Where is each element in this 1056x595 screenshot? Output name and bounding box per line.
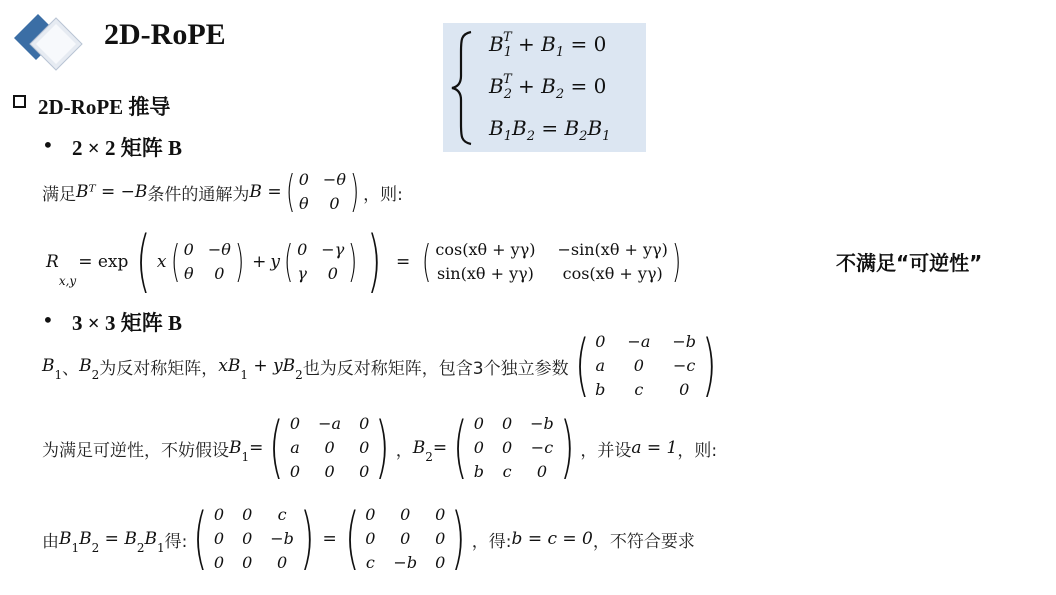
matrix-product-lhs: ( 0 0 c 0 0 −b 0 0 0 ) xyxy=(193,499,315,578)
matrix-b2: ( 0 0 −b 0 0 −c b c 0 ) xyxy=(453,408,575,487)
case-3x3-line1: B 1 、 B 2 为反对称矩阵， xB 1 + yB 2 也为反对称矩阵，包含3个独立参数 ( 0 −a −b a 0 −c b c 0 ) xyxy=(42,330,723,402)
logo-diamond-icon xyxy=(10,10,85,72)
text-then: ，则: xyxy=(363,184,403,205)
b-equals: B = xyxy=(249,182,282,202)
x-var: x xyxy=(156,252,167,272)
matrix-product-rhs: ( 0 0 0 0 0 0 c −b 0 ) xyxy=(344,499,466,578)
system-eq-2: $B_2^T + B_2 = 0$ xyxy=(489,72,607,102)
r-subscript: x,y xyxy=(58,274,77,288)
exp-text: = exp xyxy=(78,252,129,272)
bullet-dot: • xyxy=(42,133,54,157)
left-brace xyxy=(449,30,475,146)
case-3x3-heading: 3 × 3 矩阵 B xyxy=(72,311,182,335)
page-title: 2D-RoPE xyxy=(104,18,226,51)
text-general-solution: 条件的通解为 xyxy=(147,184,250,205)
matrix-general-3x3: ( 0 −a −b a 0 −c b c 0 ) xyxy=(574,326,717,405)
matrix-b1: ( 0 −a 0 a 0 0 0 0 0 ) xyxy=(269,408,390,487)
matrix-gamma: ( 0 −γ γ 0 ) xyxy=(283,236,358,287)
not-invertible-note: 不满足“可逆性” xyxy=(836,251,983,275)
system-eq-3: $B_1B_2 = B_2B_1$ xyxy=(489,116,611,144)
section-heading: 2D-RoPE 推导 xyxy=(38,95,171,119)
equals-sign: = xyxy=(395,252,411,272)
case-3x3-line2: 为满足可逆性，不妨假设 B 1 = ( 0 −a 0 a 0 0 0 0 0 ) ， B 2 = ( 0 0 −b 0 0 −c b c 0 ) ，并设 a = 1 ，则: xyxy=(42,408,718,487)
matrix-rotation-result: ( cos(xθ + yγ) −sin(xθ + yγ) sin(xθ + yγ) cos(xθ + yγ) ) xyxy=(422,236,682,287)
matrix-theta: ( 0 −θ θ 0 ) xyxy=(170,236,245,287)
case-2x2-line1 xyxy=(42,168,403,216)
r-symbol: R xyxy=(46,252,59,272)
matrix-b-2x2: ( 0 −θ θ 0 ) xyxy=(285,166,360,217)
square-bullet-icon xyxy=(13,95,26,108)
rotation-equation: R x,y = exp ( x ( 0 −θ θ 0 ) + y ( 0 −γ γ 0 ) ) = ( cos(xθ + yγ) −sin(xθ + yγ) sin(xθ + yγ) cos(xθ + yγ) ) xyxy=(46,228,685,296)
system-eq-1: $B_1^T + B_1 = 0$ xyxy=(489,30,607,60)
condition-expr: Bᵀ = −B xyxy=(76,182,148,202)
plus-sign: + xyxy=(252,252,267,272)
y-var: y xyxy=(270,252,280,272)
bullet-dot: • xyxy=(42,308,54,332)
text-satisfy: 满足 xyxy=(42,184,76,205)
case-2x2-heading: 2 × 2 矩阵 B xyxy=(72,136,182,160)
case-3x3-line3: 由 B 1 B 2 = B 2 B 1 得: ( 0 0 c 0 0 −b 0 0 0 ) = ( 0 0 0 0 0 0 c −b 0 ) ，得: b = c = 0 ，不符合要求 xyxy=(42,499,695,578)
